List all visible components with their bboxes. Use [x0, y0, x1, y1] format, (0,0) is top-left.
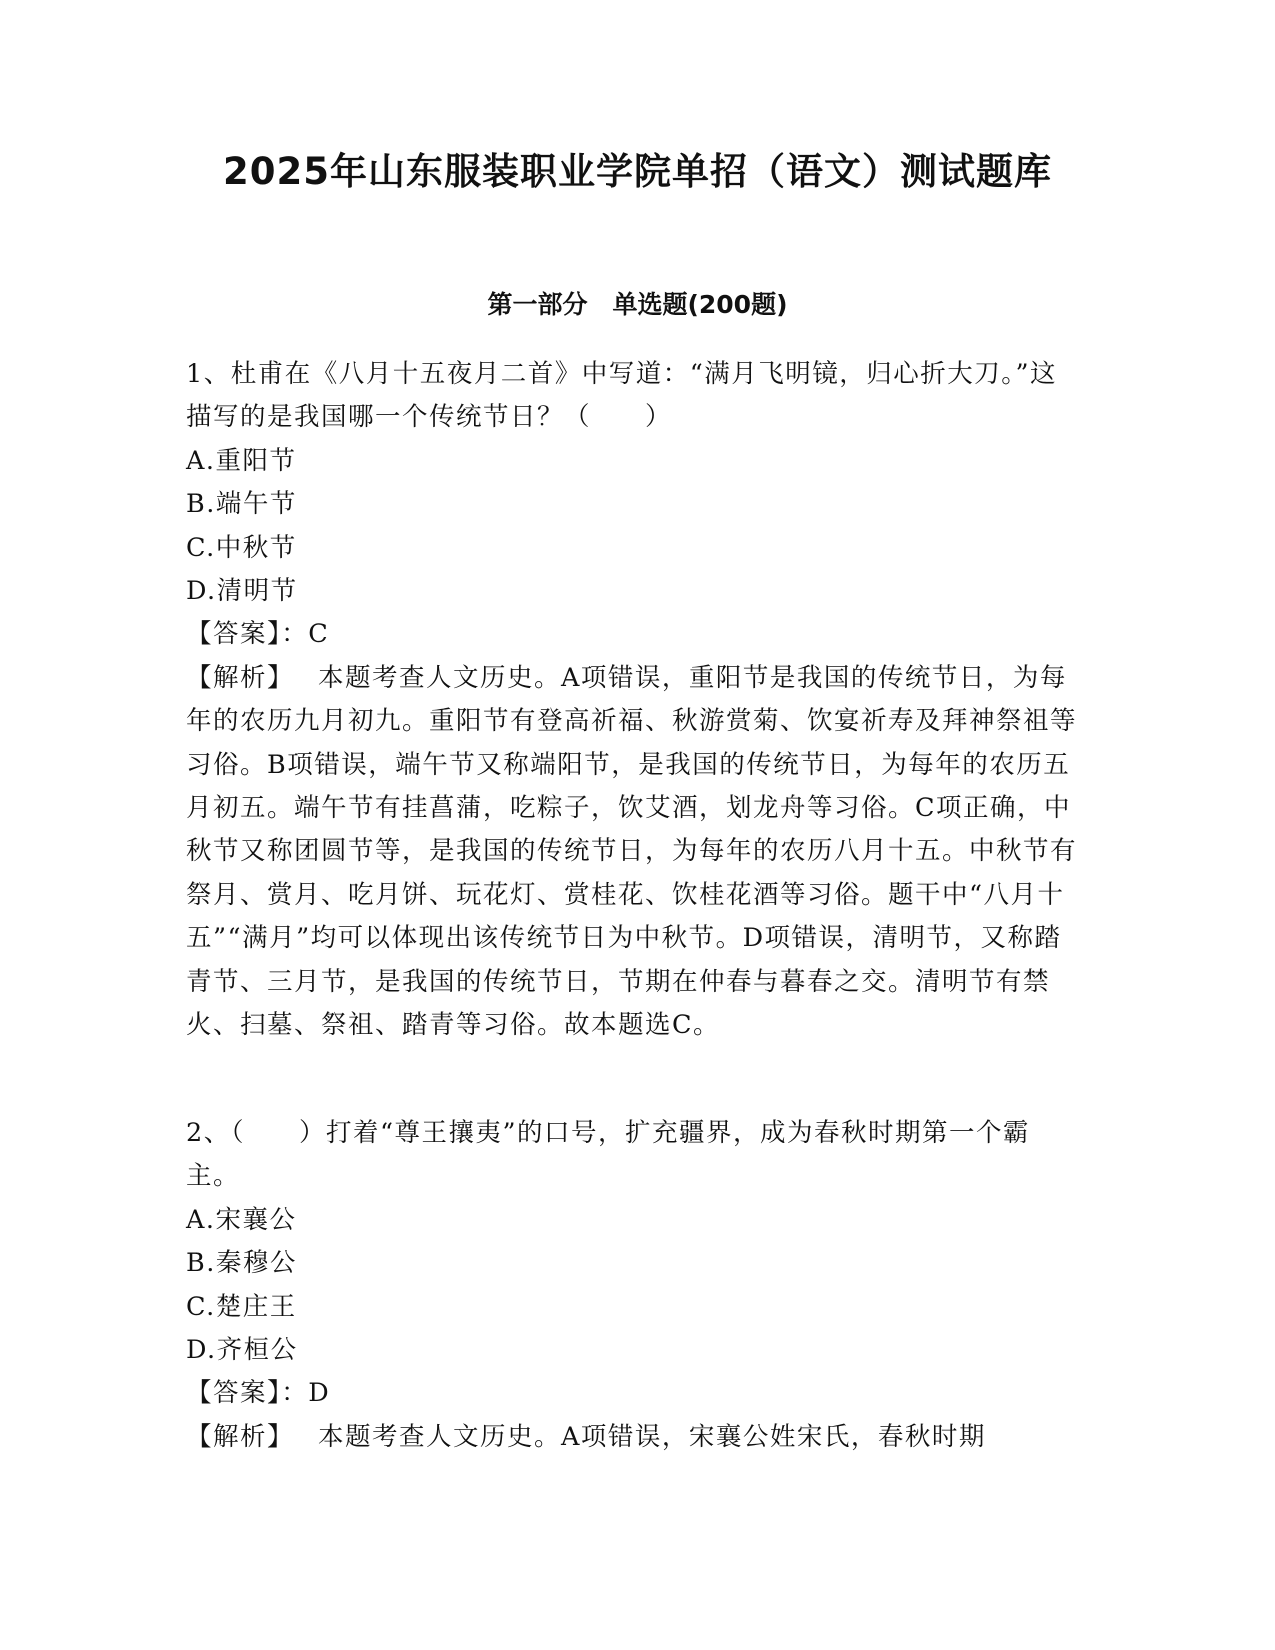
option-c: C.中秋节 [186, 532, 297, 563]
option-d: D.齐桓公 [186, 1335, 298, 1366]
option-a: A.重阳节 [186, 445, 297, 476]
answer-line [186, 1372, 1081, 1415]
analysis-label: 【解析】 [186, 1421, 295, 1452]
question-2 [186, 1112, 1081, 1459]
analysis-text: 本题考查人文历史。A项错误，宋襄公姓宋氏，春秋时期 [318, 1421, 986, 1452]
analysis-label: 【解析】 [186, 662, 295, 693]
answer-label: 【答案】： [186, 1378, 309, 1409]
answer-value: C [308, 619, 330, 650]
answer-value: D [308, 1378, 331, 1409]
question-stem: 2、（ ）打着“尊王攘夷”的口号，扩充疆界，成为春秋时期第一个霸主。 [186, 1118, 1031, 1192]
option-d: D.清明节 [186, 576, 298, 607]
option-b: B.秦穆公 [186, 1248, 297, 1279]
answer-label: 【答案】： [186, 619, 309, 650]
question-stem: 1、杜甫在《八月十五夜月二首》中写道：“满月飞明镜，归心折大刀。”这描写的是我国哪一个传统节日？（ ） [186, 359, 1058, 433]
analysis-block [186, 1416, 1081, 1459]
analysis-text: 本题考查人文历史。A项错误，重阳节是我国的传统节日，为每年的农历九月初九。重阳节有登高祈福、秋游赏菊、饮宴祈寿及拜神祭祖等习俗。B项错误，端午节又称端阳节，是我国的传统节日，为每年的农历五月初五。端午节有挂菖蒲，吃粽子，饮艾酒，划龙舟等习俗。C项正确，中秋节又称团圆节等，是我国的传统节日，为每年的农历八月十五。中秋节有祭月、赏月、吃月饼、玩花灯、赏桂花、饮桂花酒等习俗。题干中“八月十五”“满月”均可以体现出该传统节日为中秋节。D项错误，清明节，又称踏青节、三月节，是我国的传统节日，节期在仲春与暮春之交。清明节有禁火、扫墓、祭祖、踏青等习俗。故本题选C。 [186, 662, 1078, 1041]
analysis-block [186, 657, 1081, 1048]
option-c: C.楚庄王 [186, 1291, 297, 1322]
question-1 [186, 353, 1081, 1048]
answer-line [186, 613, 1081, 656]
option-b: B.端午节 [186, 489, 297, 520]
option-a: A.宋襄公 [186, 1204, 297, 1235]
document-title: 2025年山东服装职业学院单招（语文）测试题库 [223, 150, 1052, 193]
section-title: 第一部分 单选题(200题) [487, 290, 788, 319]
